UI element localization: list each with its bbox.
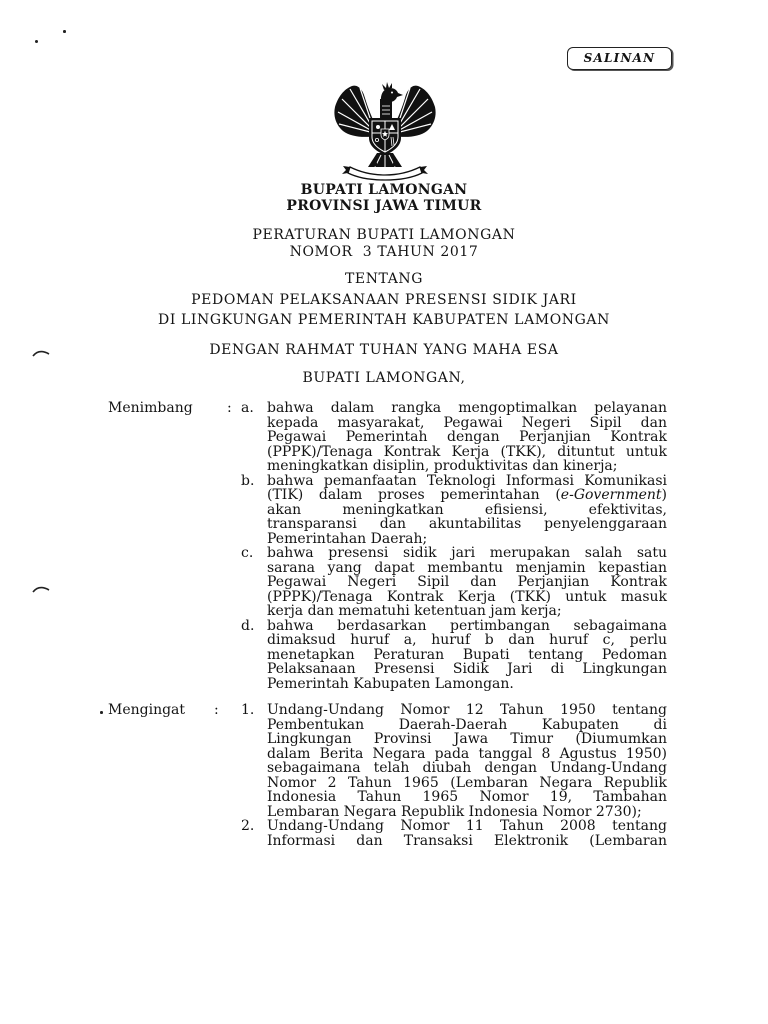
- text-line: Undang-Undang Nomor 12 Tahun 1950 tentang: [267, 702, 667, 718]
- consideration-list: [241, 401, 667, 691]
- list-item: [241, 401, 667, 474]
- regulation-title-line: DI LINGKUNGAN PEMERINTAH KABUPATEN LAMONGAN: [158, 312, 610, 328]
- scan-mark: [100, 711, 103, 714]
- regulation-title-line: PEDOMAN PELAKSANAAN PRESENSI SIDIK JARI: [191, 292, 577, 308]
- item-marker: 1.: [241, 702, 255, 718]
- legal-basis-list: [241, 703, 667, 848]
- list-item: [241, 619, 667, 692]
- text-line: Informasi dan Transaksi Elektronik (Lembaran: [267, 832, 667, 849]
- text-line: dalam Berita Negara pada tanggal 8 Agustus 1950): [267, 745, 667, 762]
- item-marker: b.: [241, 472, 255, 489]
- item-marker: a.: [241, 400, 254, 416]
- text-line: Lingkungan Provinsi Jawa Timur (Diumumkan: [267, 731, 667, 747]
- text-segment: ): [661, 487, 667, 503]
- about-label: TENTANG: [344, 271, 424, 287]
- text-line: bahwa dalam rangka mengoptimalkan pelayanan: [267, 400, 667, 416]
- italic-term: e-Government: [560, 487, 662, 503]
- text-line: dimaksud huruf a, huruf b dan huruf c, perlu: [267, 632, 667, 648]
- authority-title: BUPATI LAMONGAN: [300, 182, 468, 198]
- text-line: (PPPK)/Tenaga Kontrak Kerja (TKK), dituntut untuk: [267, 443, 667, 460]
- text-line: Undang-Undang Nomor 11 Tahun 2008 tentang: [267, 818, 667, 834]
- list-item: [241, 546, 667, 619]
- text-line: akan meningkatkan efisiensi, efektivitas,: [267, 501, 667, 518]
- text-line: Pelaksanaan Presensi Sidik Jari di Lingkungan: [267, 661, 667, 677]
- text-line: bahwa berdasarkan pertimbangan sebagaimana: [267, 617, 667, 634]
- text-line: bahwa pemanfaatan Teknologi Informasi Komunikasi: [267, 472, 667, 489]
- scan-mark: [63, 30, 66, 33]
- province-title: PROVINSI JAWA TIMUR: [286, 198, 482, 214]
- text-line: Pemerintah Kabupaten Lamongan.: [267, 675, 514, 692]
- text-line: Indonesia Tahun 1965 Nomor 19, Tambahan: [267, 789, 667, 805]
- text-line: sebagaimana telah diubah dengan Undang-Undang: [267, 760, 667, 776]
- text-line: bahwa presensi sidik jari merupakan salah satu: [267, 545, 667, 561]
- text-line: Pegawai Pemerintah dengan Perjanjian Kontrak: [267, 429, 667, 445]
- text-line: Pemerintahan Daerah;: [267, 530, 428, 547]
- garuda-emblem-icon: [330, 80, 440, 182]
- item-text: [267, 619, 667, 692]
- section-colon: :: [227, 400, 232, 416]
- list-item: [241, 703, 667, 819]
- text-line: [267, 488, 667, 503]
- list-item: [241, 819, 667, 848]
- item-text: [267, 474, 667, 547]
- regulation-number: NOMOR 3 TAHUN 2017: [289, 244, 479, 260]
- item-text: [267, 703, 667, 819]
- scan-mark: [32, 585, 50, 594]
- regulation-type: PERATURAN BUPATI LAMONGAN: [252, 227, 516, 243]
- text-line: transparansi dan akuntabilitas penyelenggaraan: [267, 516, 667, 532]
- text-line: Lembaran Negara Republik Indonesia Nomor 2730);: [267, 803, 642, 820]
- item-text: [267, 819, 667, 848]
- text-segment: (TIK) dalam proses pemerintahan (: [267, 487, 561, 503]
- scan-mark: [35, 40, 38, 43]
- salinan-stamp: SALINAN: [567, 47, 672, 70]
- section-label: Mengingat: [108, 702, 186, 718]
- enactor: BUPATI LAMONGAN,: [302, 370, 466, 386]
- invocation: DENGAN RAHMAT TUHAN YANG MAHA ESA: [209, 342, 559, 358]
- section-colon: :: [214, 702, 219, 718]
- text-line: Pembentukan Daerah-Daerah Kabupaten di: [267, 716, 667, 733]
- text-line: (PPPK)/Tenaga Kontrak Kerja (TKK) untuk masuk: [267, 588, 667, 605]
- text-line: Nomor 2 Tahun 1965 (Lembaran Negara Republik: [267, 774, 667, 791]
- item-marker: d.: [241, 617, 255, 634]
- section-label: Menimbang: [108, 400, 193, 416]
- text-line: meningkatkan disiplin, produktivitas dan kinerja;: [267, 458, 618, 474]
- item-text: [267, 546, 667, 619]
- text-line: menetapkan Peraturan Bupati tentang Pedoman: [267, 646, 667, 663]
- text-line: kerja dan mematuhi ketentuan jam kerja;: [267, 603, 562, 619]
- text-line: Pegawai Negeri Sipil dan Perjanjian Kontrak: [267, 574, 667, 590]
- item-marker: c.: [241, 545, 254, 561]
- text-line: kepada masyarakat, Pegawai Negeri Sipil dan: [267, 414, 667, 431]
- item-text: [267, 401, 667, 474]
- list-item: [241, 474, 667, 547]
- text-line: sarana yang dapat membantu menjamin kepastian: [267, 559, 667, 576]
- item-marker: 2.: [241, 818, 255, 834]
